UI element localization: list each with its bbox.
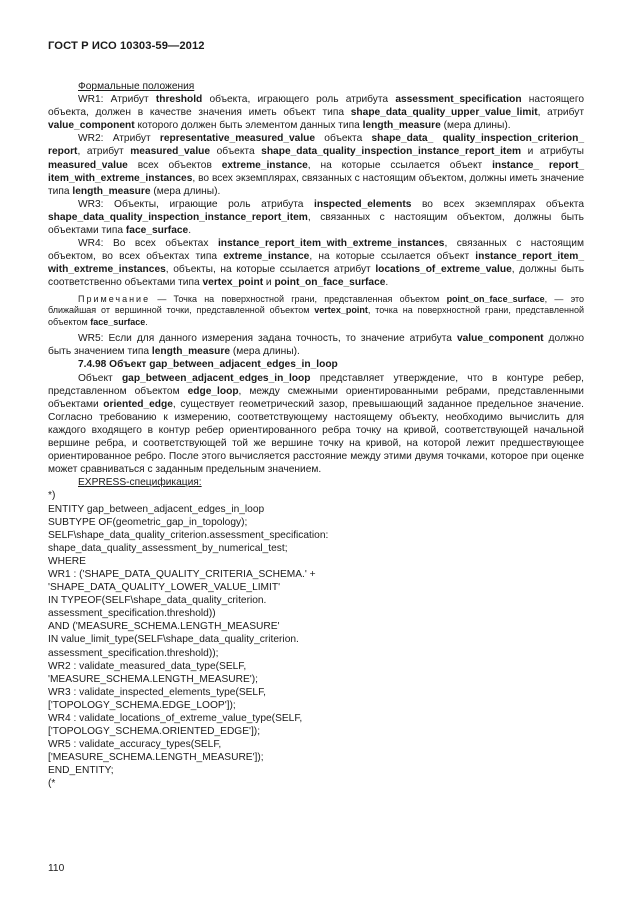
term: measured_value (130, 146, 211, 158)
code-line: 'MEASURE_SCHEMA.LENGTH_MEASURE'); (48, 673, 258, 685)
code-line: ['TOPOLOGY_SCHEMA.EDGE_LOOP']); (48, 699, 236, 711)
term: shape_data_ quality_inspection_criterion_ report (48, 133, 584, 158)
text-run: и атрибуты (521, 146, 584, 158)
text-run: , объекты, на которые ссылается атрибут (165, 264, 376, 276)
text-run: , атрибут (77, 146, 131, 158)
term: representative_measured_value (159, 133, 316, 145)
code-line: END_ENTITY; (48, 765, 114, 777)
page-number: 110 (48, 863, 65, 874)
express-heading: EXPRESS-спецификация: (78, 477, 202, 489)
rule-wr3 (48, 198, 584, 237)
code-line: SUBTYPE OF(geometric_gap_in_topology); (48, 516, 248, 528)
code-line: ['TOPOLOGY_SCHEMA.ORIENTED_EDGE']); (48, 726, 261, 738)
code-line: ENTITY gap_between_adjacent_edges_in_loop (48, 503, 265, 515)
term: length_measure (151, 346, 231, 358)
term: point_on_face_surface (446, 293, 545, 304)
text-run: объекта, играющего роль атрибута (202, 94, 396, 106)
note-paragraph (48, 294, 584, 329)
document-header: ГОСТ Р ИСО 10303-59—2012 (48, 40, 205, 52)
term: edge_loop (187, 385, 239, 397)
text-run: WR5: Если для данного измерения задана точность, то значение атрибута (78, 333, 457, 345)
code-line: WR5 : validate_accuracy_types(SELF, (48, 739, 222, 751)
page-content (48, 80, 584, 791)
code-line: *) (48, 490, 56, 502)
text-run: (мера длины). (230, 346, 300, 358)
code-line: WR4 : validate_locations_of_extreme_value_type(SELF, (48, 713, 303, 724)
term: instance_report_item_with_extreme_instances (217, 238, 445, 250)
term: gap_between_adjacent_edges_in_loop (121, 372, 311, 384)
code-line: AND ('MEASURE_SCHEMA.LENGTH_MEASURE' (48, 621, 280, 633)
text-run: WR1: Атрибут (78, 94, 156, 106)
text-run: (мера длины). (440, 120, 511, 132)
formal-heading: Формальные положения (78, 81, 195, 92)
text-run: , связанных с настоящим объектом, должны быть объектами типа (48, 211, 584, 237)
term: length_measure (362, 120, 441, 132)
text-run: , должны быть соответственно объектами типа (48, 264, 584, 289)
term: extreme_instance (221, 159, 308, 171)
term: face_surface (90, 316, 146, 327)
code-line: 'SHAPE_DATA_QUALITY_LOWER_VALUE_LIMIT' (48, 582, 281, 594)
term: inspected_elements (314, 198, 412, 210)
code-line: WR3 : validate_inspected_elements_type(SELF, (48, 686, 267, 698)
text-run: и (263, 277, 275, 289)
text-run: — Точка на поверхностной грани, представленная объектом (150, 293, 447, 304)
text-run: , точка на поверхностной грани, представленной объектом (48, 305, 584, 327)
text-run: WR2: Атрибут (78, 133, 160, 145)
text-run: настоящего объекта, должен в качестве значения иметь объект типа (48, 94, 585, 119)
code-line: SELF\shape_data_quality_criterion.assessment_specification: (48, 529, 329, 541)
text-run: Объект (78, 372, 122, 384)
text-run: , во всех экземплярах, связанных с настоящим объектом, должны иметь значение типа (48, 172, 584, 197)
term: instance_ report_ item_with_extreme_instances (48, 159, 585, 184)
text-run: WR4: Во всех объектах (78, 238, 218, 250)
text-run: , атрибут (537, 107, 584, 119)
text-run: . (385, 277, 389, 289)
term: point_on_face_surface (274, 277, 386, 289)
text-run: , связанных с настоящим объектом, во всех объектах типа (48, 238, 584, 263)
text-run: , на которые ссылается объект (309, 251, 476, 263)
section-body (48, 372, 584, 477)
code-line: WR1 : ('SHAPE_DATA_QUALITY_CRITERIA_SCHEMA.' + (48, 568, 316, 580)
text-run: (мера длины). (150, 185, 221, 197)
term: value_component (48, 120, 135, 132)
rule-wr4 (48, 237, 584, 289)
text-run: представляет утверждение, что в контуре ребер, представленном объектом (48, 372, 584, 397)
text-run: объекта (210, 146, 262, 158)
term: length_measure (72, 185, 151, 197)
code-line: assessment_specification.threshold)) (48, 608, 216, 620)
rule-wr1 (48, 93, 584, 132)
code-line: IN value_limit_type(SELF\shape_data_quality_criterion. (48, 634, 299, 646)
rule-wr2 (48, 132, 584, 197)
code-line: assessment_specification.threshold)); (48, 647, 219, 659)
text-run: . (188, 225, 192, 237)
note-label: Примечание (78, 293, 151, 304)
term: locations_of_extreme_value (375, 264, 512, 276)
term: shape_data_quality_inspection_instance_report_item (48, 211, 308, 223)
code-line: (* (48, 778, 56, 790)
code-line: WHERE (48, 555, 86, 567)
text-run: , между смежными ориентированными ребрами, представленными объектами (48, 385, 584, 410)
code-line: ['MEASURE_SCHEMA.LENGTH_MEASURE']); (48, 752, 264, 764)
text-run: , на которые ссылается объект (307, 159, 493, 171)
term: threshold (155, 94, 203, 106)
rule-wr5 (48, 332, 584, 358)
section-title: 7.4.98 Объект gap_between_adjacent_edges_in_loop (78, 359, 338, 371)
text-run: . (145, 316, 148, 327)
text-run: WR3: Объекты, играющие роль атрибута (78, 198, 315, 210)
text-run: объекта (315, 133, 372, 145)
term: assessment_specification (395, 94, 522, 106)
text-run: , существует геометрический зазор, превышающий заданное предельное значение. Согласно требованию к измерению, соответствующему настоящему объекту, необходимо вычислить для каждого входящего в контур ребер ориентированного ребра точку на кривой, соответствующей начальной вершине ребра, и соответствующей той же вершине точку на кривой, на которой лежит предшествующее ориентированное ребро. После этого вычисляется расстояние между этими двумя точками, которое при оценке может сравниваться с заданным предельным значением. (48, 398, 584, 476)
express-code (48, 489, 584, 790)
term: shape_data_quality_inspection_instance_report_item (261, 146, 522, 158)
text-run: во всех экземплярах объекта (411, 198, 584, 210)
term: vertex_point (202, 277, 264, 289)
code-line: IN TYPEOF(SELF\shape_data_quality_criterion. (48, 595, 267, 607)
term: value_component (456, 333, 544, 345)
text-run: которого должен быть элементом данных типа (134, 120, 363, 132)
text-run: , — это ближайшая от вершинной точки, представленной объектом (48, 293, 584, 316)
term: extreme_instance (223, 251, 310, 263)
term: vertex_point (314, 305, 368, 316)
text-run: всех объектов (127, 159, 222, 171)
term: shape_data_quality_upper_value_limit (350, 107, 538, 119)
text-run: должно быть значением типа (48, 333, 584, 358)
term: face_surface (125, 225, 189, 237)
code-line: WR2 : validate_measured_data_type(SELF, (48, 660, 247, 672)
term: oriented_edge (103, 398, 173, 410)
code-line: shape_data_quality_assessment_by_numerical_test; (48, 542, 288, 554)
term: measured_value (48, 159, 128, 171)
term: instance_report_item_ with_extreme_instances (48, 251, 585, 276)
